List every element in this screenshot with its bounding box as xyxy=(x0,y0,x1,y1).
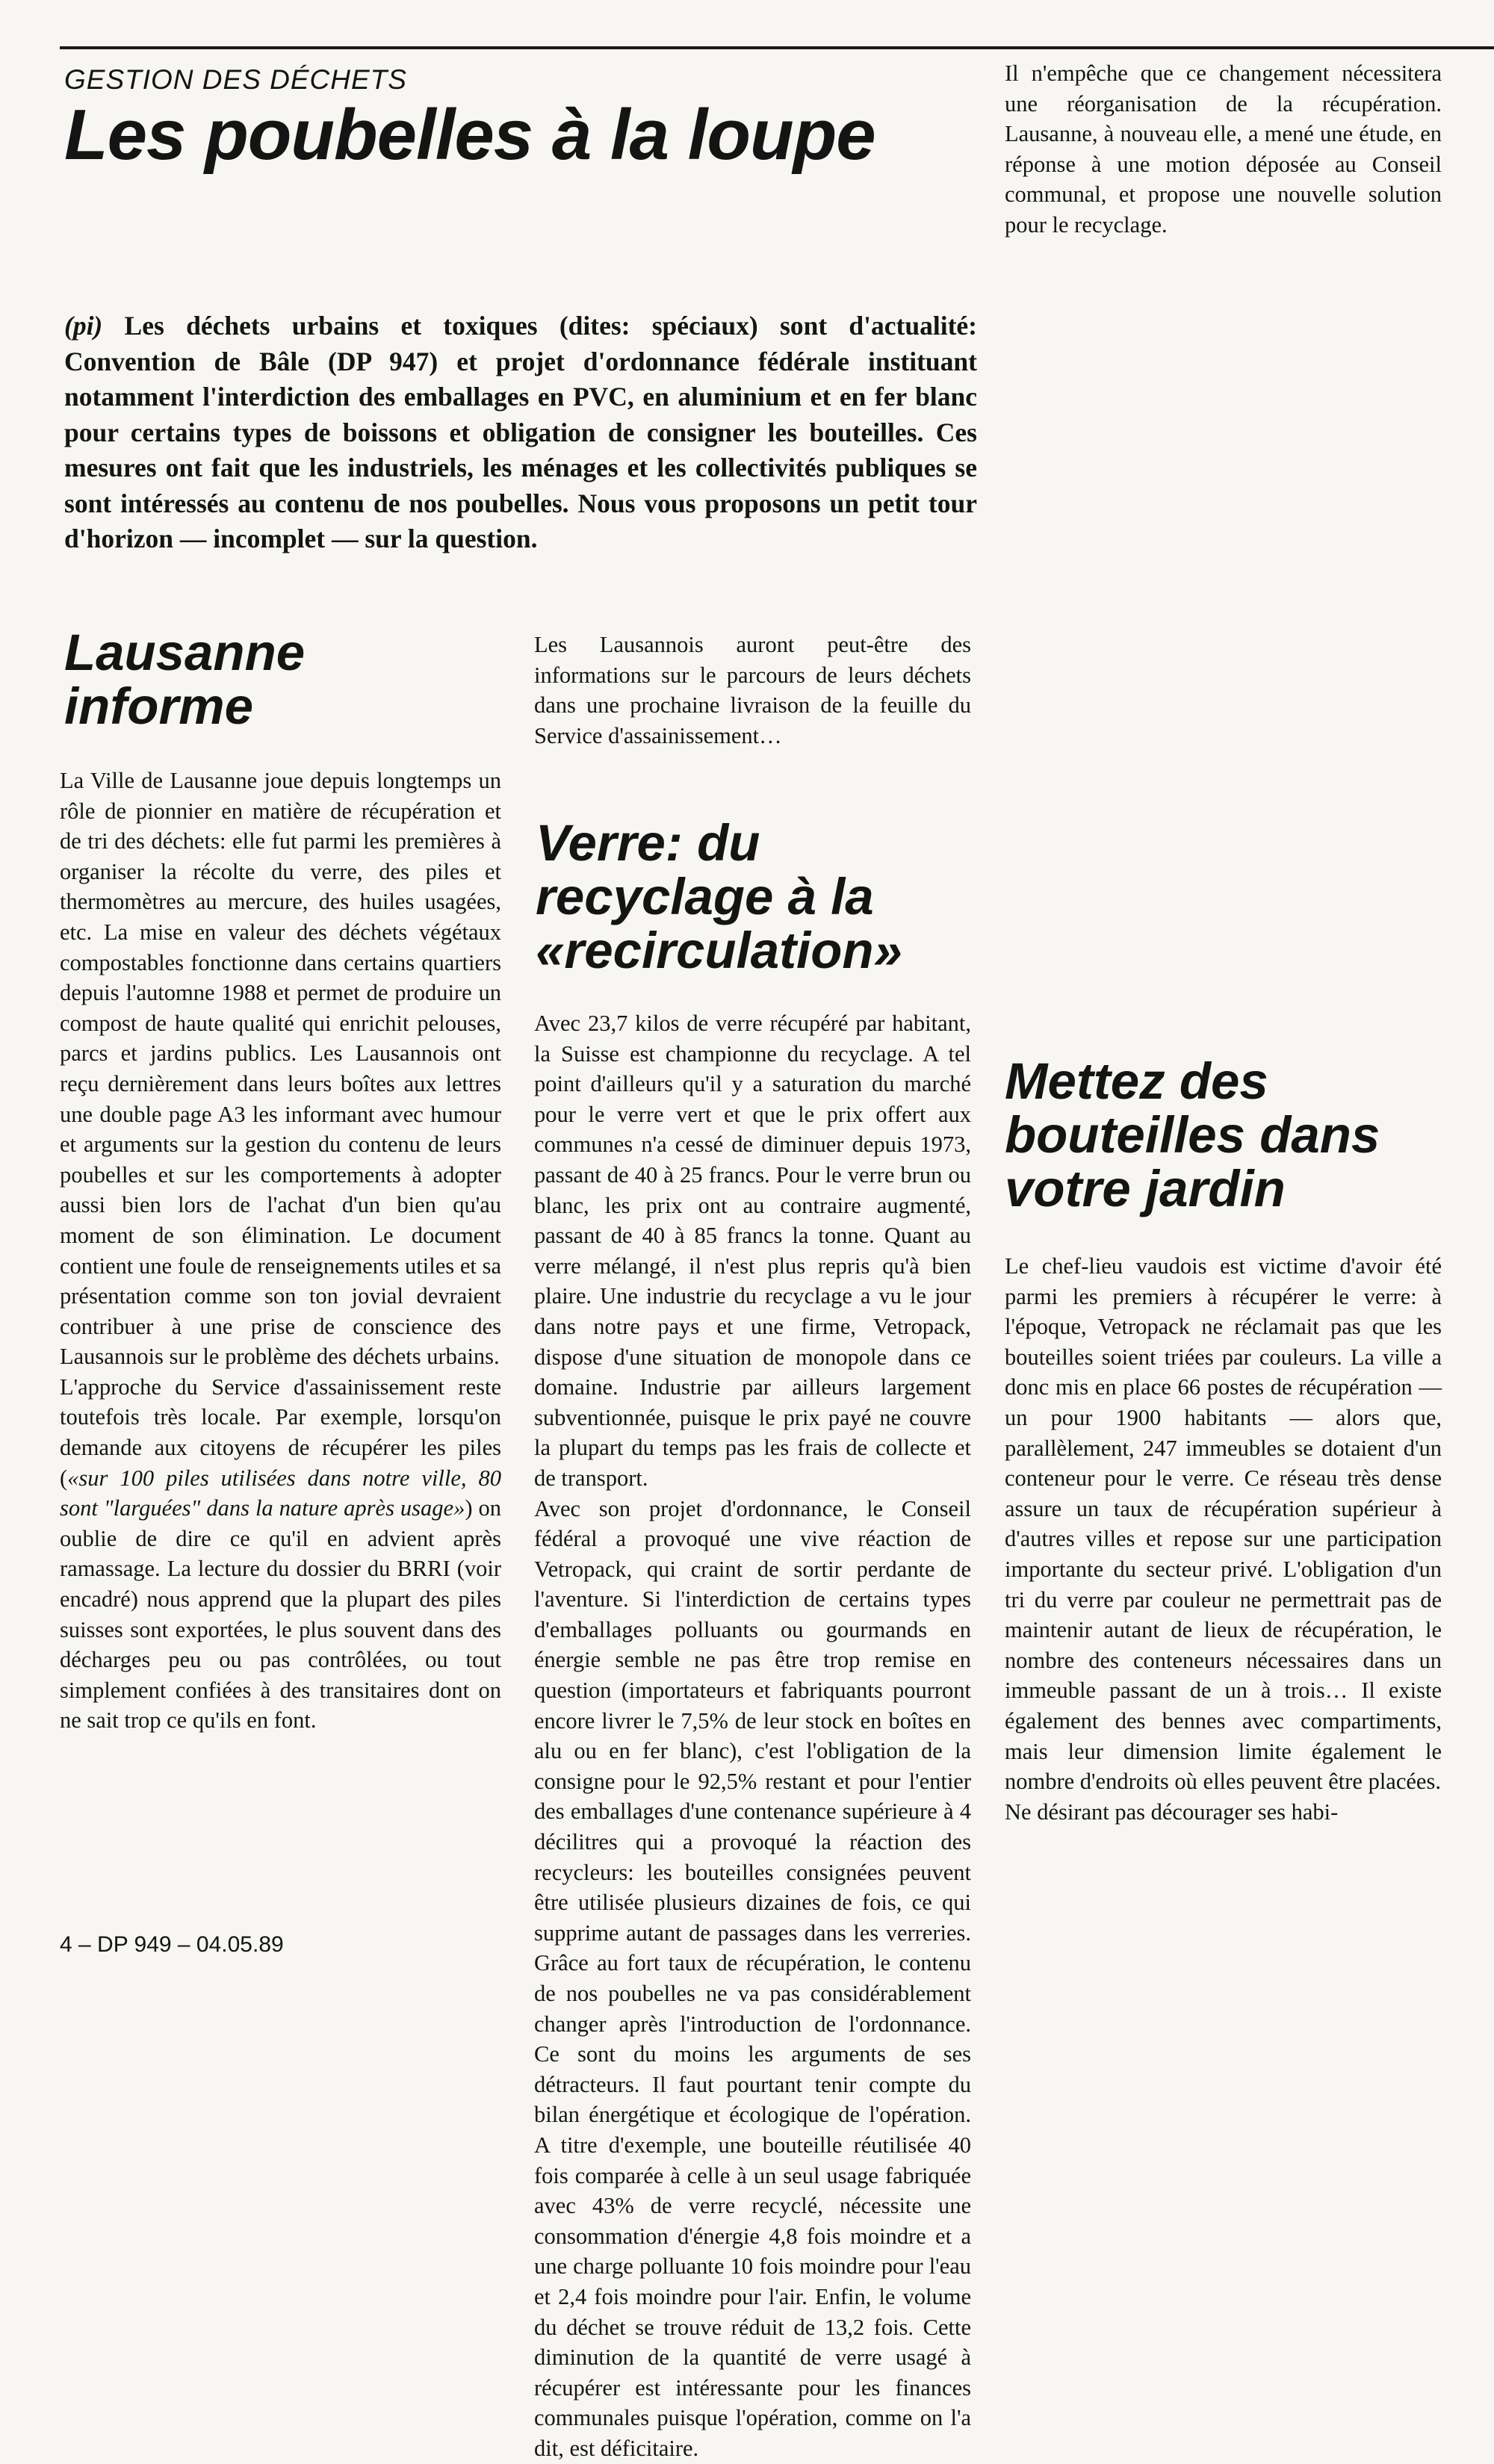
heading-lausanne-informe: Lausanne informe xyxy=(64,624,306,735)
paragraph: Il n'empêche que ce changement nécessitera une réorganisation de la récupération. Lausanne, à nouveau elle, a mené une étude, en réponse à une motion déposée au Conseil communal, et propose une nouvelle solution pour le recyclage. xyxy=(1005,60,1442,238)
paragraph: Les Lausannois auront peut-être des informations sur le parcours de leurs déchets dans une prochaine livraison de la feuille du Service d'assainissement… xyxy=(534,632,971,748)
heading-mettez: Mettez des bouteilles dans votre jardin xyxy=(1005,1052,1380,1217)
quote: «sur 100 piles utilisées dans notre ville, 80 sont "larguées" dans la nature après usage» xyxy=(60,1465,501,1521)
heading-verre: Verre: du recyclage à la «recirculation» xyxy=(536,814,902,979)
paragraph: L'approche du Service d'assainissement reste toutefois très locale. Par exemple, lorsqu'on demande aux citoyens de récupérer les piles («sur 100 piles utilisées dans notre ville, 80 sont "larguées" dans la nature après usage») on oublie de dire ce qu'il en advient après ramassage. La lecture du dossier du BRRI (voir encadré) nous apprend que la plupart des piles suisses sont exportées, le plus souvent dans des décharges peu ou pas contrôlées, ou tout simplement confiées à des transitaires dont on ne sait trop ce qu'ils en font. xyxy=(60,1374,501,1734)
lead-paragraph xyxy=(64,308,977,557)
paragraph: Le chef-lieu vaudois est victime d'avoir été parmi les premiers à récupérer le verre: à l'époque, Vetropack ne réclamait pas que les bouteilles soient triées par couleurs. La ville a donc mis en place 66 postes de récupération — un pour 1900 habitants — alors que, parallèlement, 247 immeubles se dotaient d'un conteneur pour le verre. Ce réseau très dense assure un taux de récupération supérieur à d'autres villes et repose sur une participation importante du secteur privé. L'obligation d'un tri du verre par couleur ne permettrait pas de maintenir autant de lieux de récupération, le nombre des conteneurs nécessaires dans un immeuble passant de un à trois… Il existe également des bennes avec compartiments, mais leur dimension limite également le nombre d'endroits où elles peuvent être placées. xyxy=(1005,1253,1442,1795)
section-rubric: GESTION DES DÉCHETS xyxy=(64,64,407,95)
column-3-top xyxy=(1005,58,1442,999)
page-footer: 4 – DP 949 – 04.05.89 xyxy=(60,1932,284,1957)
column-2 xyxy=(534,1008,971,2461)
paragraph: La Ville de Lausanne joue depuis longtemps un rôle de pionnier en matière de récupération et de tri des déchets: elle fut parmi les premières à organiser la récolte du verre, des piles et thermomètres au mercure, des huiles usagées, etc. La mise en valeur des déchets végétaux compostables fonctionne dans certains quartiers depuis l'automne 1988 et permet de produire un compost de haute qualité qui enrichit pelouses, parcs et jardins publics. Les Lausannois ont reçu dernièrement dans leurs boîtes aux lettres une double page A3 les informant avec humour et arguments sur la gestion du contenu de leurs poubelles et sur les comportements à adopter aussi bien lors de l'achat d'un bien qu'au moment de son élimination. Le document contient une foule de renseignements utiles et sa présentation comme son ton jovial devraient contribuer à une prise de conscience des Lausannois sur le problème des déchets urbains. xyxy=(60,768,501,1370)
page-title: Les poubelles à la loupe xyxy=(64,95,875,175)
column-1 xyxy=(60,766,501,1736)
column-3 xyxy=(1005,1251,1442,1827)
column-2-top xyxy=(534,630,971,751)
paragraph: Ne désirant pas décourager ses habi- xyxy=(1005,1799,1339,1825)
paragraph: Avec son projet d'ordonnance, le Conseil fédéral a provoqué une vive réaction de Vetropack, qui craint de sortir perdante de l'aventure. Si l'interdiction de certains types d'emballages polluants ou gourmands en énergie semble ne pas être trop remise en question (importateurs et fabriquants pourront encore livrer le 7,5% de leur stock en boîtes en alu ou en fer blanc), c'est l'obligation de la consigne pour le 92,5% restant et pour l'entier des emballages d'une contenance supérieure à 4 décilitres qui a provoqué la réaction des recycleurs: les bouteilles consignées peuvent être utilisée plusieurs dizaines de fois, ce qui supprime autant de passages dans les verreries. Grâce au fort taux de récupération, le contenu de nos poubelles ne va pas considérablement changer après l'introduction de l'ordonnance. Ce sont du moins les arguments de ses détracteurs. Il faut pourtant tenir compte du bilan énergétique et écologique de l'opération. A titre d'exemple, une bouteille réutilisée 40 fois comparée à celle à un seul usage fabriquée avec 43% de verre recyclé, nécessite une consommation d'énergie 4,8 fois moindre et a une charge polluante 10 fois moindre pour l'eau et 2,4 fois moindre pour l'air. Enfin, le volume du déchet se trouve réduit de 13,2 fois. Cette diminution de la quantité de verre usagé à récupérer est intéressante pour les finances communales puisque l'opération, comme on l'a dit, est déficitaire. xyxy=(534,1495,971,2461)
author-initials: (pi) xyxy=(64,311,103,341)
top-rule xyxy=(60,46,1494,49)
paragraph: Avec 23,7 kilos de verre récupéré par habitant, la Suisse est championne du recyclage. A tel point d'ailleurs qu'il y a saturation du marché pour le verre vert et que le prix offert aux communes n'a cessé de diminuer depuis 1973, passant de 40 à 25 francs. Pour le verre brun ou blanc, les prix ont au contraire augmenté, passant de 40 à 85 francs la tonne. Quant au verre mélangé, il n'est plus repris qu'à bien plaire. Une industrie du recyclage a vu le jour dans notre pays et une firme, Vetropack, dispose d'une situation de monopole dans ce domaine. Industrie par ailleurs largement subventionnée, puisque le prix payé ne couvre la plupart du temps pas les frais de collecte et de transport. xyxy=(534,1011,971,1491)
lead-text: Les déchets urbains et toxiques (dites: spéciaux) sont d'actualité: Convention de Bâle (DP 947) et projet d'ordonnance fédérale instituant notamment l'interdiction des emballages en PVC, en aluminium et en fer blanc pour certains types de boissons et obligation de consigner les bouteilles. Ces mesures ont fait que les industriels, les ménages et les collectivités publiques se sont intéressés au contenu de nos poubelles. Nous vous proposons un petit tour d'horizon — incomplet — sur la question. xyxy=(64,311,977,553)
